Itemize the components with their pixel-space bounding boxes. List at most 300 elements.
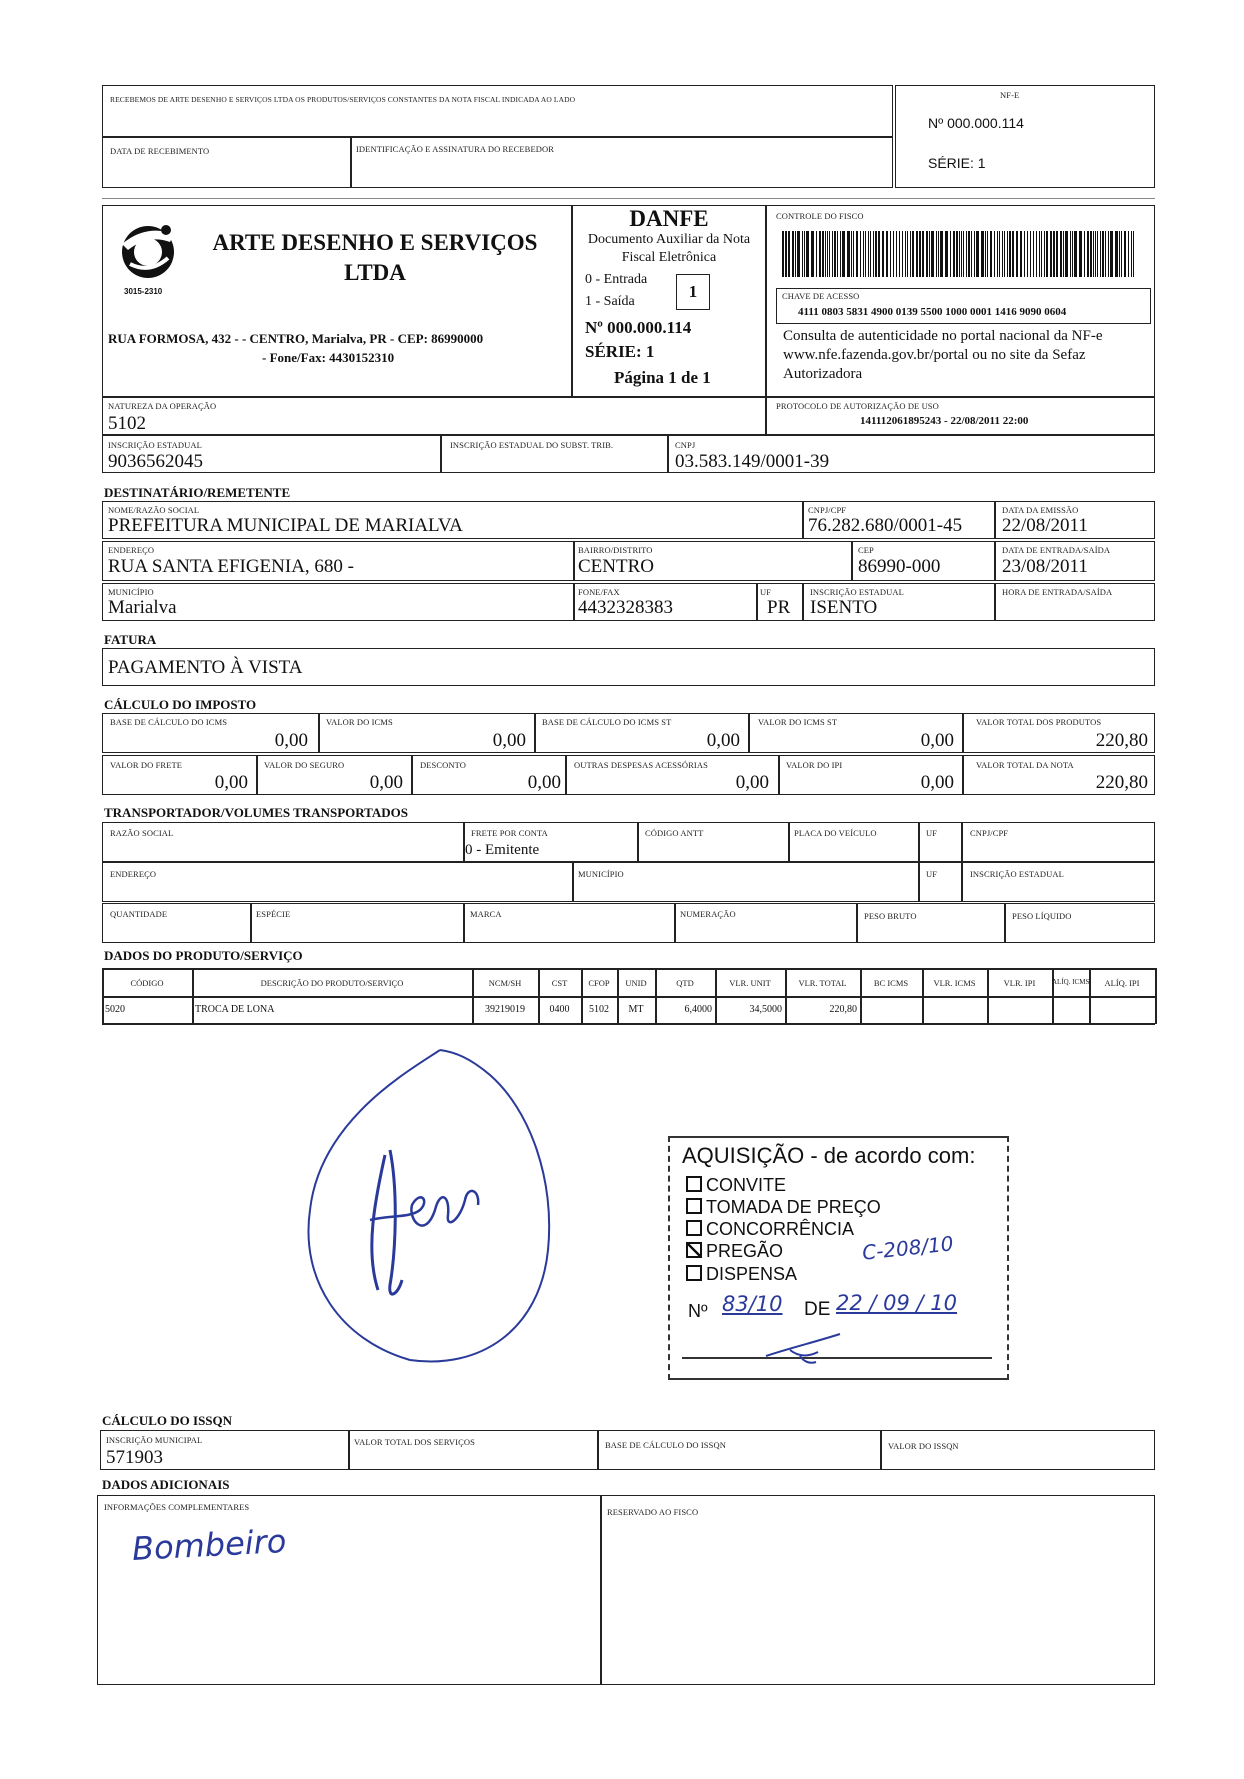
dest-r3-div2 <box>756 583 758 621</box>
dest-emissao-label: DATA DA EMISSÃO <box>1002 505 1079 515</box>
tr-placa-label: PLACA DO VEÍCULO <box>794 828 877 838</box>
table-cell: MT <box>628 1004 644 1015</box>
barcode-bar <box>870 231 871 277</box>
tr-uf2-label: UF <box>926 869 938 879</box>
ie-label: INSCRIÇÃO ESTADUAL <box>108 440 202 450</box>
table-column-divider <box>192 968 194 1024</box>
barcode-bar <box>968 231 970 277</box>
imp-total-nota-label: VALOR TOTAL DA NOTA <box>976 760 1074 770</box>
barcode-bar <box>856 231 858 277</box>
table-column-divider <box>538 968 540 1024</box>
imp-seguro-label: VALOR DO SEGURO <box>264 760 345 770</box>
chave-value: 4111 0803 5831 4900 0139 5500 1000 0001 1416 9090 0604 <box>798 306 1067 318</box>
ie-row-box <box>102 435 1155 473</box>
barcode-bar <box>919 231 921 277</box>
tr-r1-d3 <box>788 822 790 862</box>
barcode-bar <box>1056 231 1058 277</box>
tr-r2-d1 <box>572 862 574 902</box>
stamp-data: 22 / 09 / 10 <box>836 1291 958 1315</box>
issqn-d3 <box>880 1430 882 1470</box>
dest-r2-div1 <box>573 541 575 581</box>
barcode-bar <box>819 231 821 277</box>
issqn-d1 <box>348 1430 350 1470</box>
table-column-divider <box>655 968 657 1024</box>
barcode-bar <box>1041 231 1042 277</box>
table-cell: 5020 <box>105 1004 125 1015</box>
tr-marca-label: MARCA <box>470 909 502 919</box>
company-name: ARTE DESENHO E SERVIÇOS LTDA <box>212 230 538 285</box>
dest-r1-div2 <box>994 501 996 539</box>
barcode-bar <box>847 231 850 277</box>
barcode-bar <box>1024 231 1025 277</box>
barcode-bar <box>882 231 884 277</box>
barcode-bar <box>997 231 998 277</box>
barcode-bar <box>1097 231 1098 277</box>
table-header-cell: DESCRIÇÃO DO PRODUTO/SERVIÇO <box>260 978 404 988</box>
checkbox-icon <box>686 1220 702 1236</box>
tr-uf-label: UF <box>926 828 938 838</box>
imp-base-st: 0,00 <box>706 730 740 751</box>
canhoto-receipt-text: RECEBEMOS DE ARTE DESENHO E SERVIÇOS LTDA OS PRODUTOS/SERVIÇOS CONSTANTES DA NOTA FISCAL INDICADA AO LADO <box>110 95 576 104</box>
barcode-bar <box>910 231 911 277</box>
barcode-bar <box>1131 231 1132 277</box>
barcode-bar <box>837 231 838 277</box>
barcode-bar <box>842 231 845 277</box>
stamp-item-label: PREGÃO <box>706 1241 784 1261</box>
produtos-table <box>102 968 1155 1026</box>
ie-st-label: INSCRIÇÃO ESTADUAL DO SUBST. TRIB. <box>450 440 614 450</box>
table-cell: 220,80 <box>829 1004 857 1015</box>
danfe-subtitle2: Fiscal Eletrônica <box>621 250 717 265</box>
issqn-im-label: INSCRIÇÃO MUNICIPAL <box>106 1435 203 1445</box>
produtos-section: DADOS DO PRODUTO/SERVIÇO <box>104 948 303 963</box>
table-cell: 0400 <box>549 1004 570 1015</box>
stamp-item-label: DISPENSA <box>706 1264 798 1284</box>
tr-r3-d1 <box>250 903 252 943</box>
barcode-bar <box>1084 231 1085 277</box>
barcode-bar <box>1128 231 1129 277</box>
stamp-pregao-ref: C-208/10 <box>860 1231 955 1265</box>
barcode-bar <box>907 231 908 277</box>
barcode-bar <box>1105 231 1106 277</box>
barcode-bar <box>806 231 809 277</box>
stamp-numero: 83/10 <box>722 1292 783 1316</box>
danfe-saida: 1 - Saída <box>585 294 635 309</box>
barcode-bar <box>797 231 800 277</box>
consulta-text: Consulta de autenticidade no portal nacional da NF-e www.nfe.fazenda.gov.br/portal ou no site da Sefaz Autorizadora <box>783 328 1103 382</box>
issqn-section: CÁLCULO DO ISSQN <box>102 1413 233 1428</box>
dest-municipio: Marialva <box>108 597 177 618</box>
barcode-bar <box>792 231 794 277</box>
barcode-bar <box>994 231 995 277</box>
table-column-divider <box>860 968 862 1024</box>
canhoto-divider <box>102 136 893 138</box>
issqn-total-label: VALOR TOTAL DOS SERVIÇOS <box>354 1437 475 1447</box>
barcode-bar <box>868 231 869 277</box>
table-column-divider <box>1089 968 1091 1024</box>
table-column-divider <box>617 968 619 1024</box>
fatura-section: FATURA <box>104 632 157 647</box>
table-header-cell: CÓDIGO <box>130 978 164 988</box>
cut-line <box>102 198 1155 199</box>
table-cell: 34,5000 <box>749 1004 782 1015</box>
dest-cep-label: CEP <box>858 545 874 555</box>
barcode-bar <box>1110 231 1113 277</box>
tr-peso-liquido-label: PESO LÍQUIDO <box>1012 911 1072 921</box>
table-column-divider <box>581 968 583 1024</box>
barcode-bar <box>916 231 918 277</box>
table-header-cell: VLR. IPI <box>1003 978 1036 988</box>
barcode-bar <box>802 231 803 277</box>
natureza-label: NATUREZA DA OPERAÇÃO <box>108 401 217 411</box>
table-column-divider <box>102 968 104 1024</box>
checkbox-icon <box>686 1198 702 1214</box>
barcode-bar <box>1065 231 1068 277</box>
dest-entrada: 23/08/2011 <box>1002 556 1088 577</box>
barcode-bar <box>1124 231 1126 277</box>
barcode-bar <box>860 231 861 277</box>
imp-outras: 0,00 <box>735 772 769 793</box>
imp-ipi: 0,00 <box>920 772 954 793</box>
barcode-bar <box>1046 231 1048 277</box>
dest-entrada-label: DATA DE ENTRADA/SAÍDA <box>1002 545 1111 555</box>
barcode-bar <box>990 231 992 277</box>
dest-uf-label: UF <box>760 587 772 597</box>
barcode-bar <box>1027 231 1028 277</box>
imp-base-icms: 0,00 <box>274 730 308 751</box>
table-header-cell: ALÍQ. ICMS <box>1052 978 1090 986</box>
imp-valor-st: 0,00 <box>920 730 954 751</box>
barcode-bar <box>940 231 943 277</box>
danfe-title: DANFE <box>629 206 709 231</box>
dest-cnpj-label: CNPJ/CPF <box>808 505 847 515</box>
barcode-bar <box>985 231 986 277</box>
canhoto-numero: Nº 000.000.114 <box>928 115 1024 131</box>
imp-total-nota: 220,80 <box>1095 772 1148 793</box>
identificacao-label: IDENTIFICAÇÃO E ASSINATURA DO RECEBEDOR <box>356 144 554 154</box>
imp-frete-label: VALOR DO FRETE <box>110 760 183 770</box>
barcode-bar <box>811 231 814 277</box>
issqn-d2 <box>597 1430 599 1470</box>
barcode-bar <box>1087 231 1089 277</box>
imp-valor-icms-label: VALOR DO ICMS <box>326 717 393 727</box>
tr-r1-d5 <box>961 822 963 862</box>
imp-frete: 0,00 <box>214 772 248 793</box>
barcode-bar <box>1016 231 1018 277</box>
barcode-bar <box>782 231 784 277</box>
barcode-bar <box>785 231 787 277</box>
barcode-bar <box>905 231 906 277</box>
cnpj-value: 03.583.149/0001-39 <box>675 451 830 472</box>
tr-frete-label: FRETE POR CONTA <box>471 828 548 838</box>
barcode-bar <box>966 231 967 277</box>
barcode-bar <box>1063 231 1064 277</box>
barcode-bar <box>804 231 805 277</box>
imp-ipi-label: VALOR DO IPI <box>786 760 843 770</box>
barcode-bar <box>971 231 972 277</box>
stamp-item-pregao <box>686 1241 783 1262</box>
dest-fone: 4432328383 <box>578 597 673 618</box>
barcode-bar <box>931 231 934 277</box>
barcode-bar <box>1079 231 1082 277</box>
tr-especie-label: ESPÉCIE <box>256 909 291 919</box>
barcode-bar <box>938 231 939 277</box>
tr-r2-d3 <box>961 862 963 902</box>
stamp-item-label: CONVITE <box>706 1175 787 1195</box>
dest-emissao: 22/08/2011 <box>1002 515 1088 536</box>
dest-nome-label: NOME/RAZÃO SOCIAL <box>108 505 200 515</box>
tr-frete: 0 - Emitente <box>465 842 540 858</box>
dest-r3-div3 <box>802 583 804 621</box>
transp-row2 <box>102 862 1155 902</box>
controle-label: CONTROLE DO FISCO <box>776 211 864 221</box>
barcode-bar <box>1121 231 1122 277</box>
barcode-bar <box>956 231 958 277</box>
table-header-cell: BC ICMS <box>873 978 909 988</box>
barcode-bar <box>893 231 894 277</box>
barcode-bar <box>936 231 937 277</box>
barcode-bar <box>912 231 914 277</box>
table-header-cell: VLR. UNIT <box>729 978 771 988</box>
barcode-bar <box>945 231 948 277</box>
table-cell: 6,4000 <box>684 1004 712 1015</box>
tr-r3-d3 <box>674 903 676 943</box>
barcode-bar <box>853 231 854 277</box>
dest-ie: ISENTO <box>810 597 878 618</box>
barcode-bar <box>873 231 874 277</box>
destinatario-section: DESTINATÁRIO/REMETENTE <box>104 485 291 500</box>
danfe-serie: SÉRIE: 1 <box>585 342 655 361</box>
table-column-divider <box>472 968 474 1024</box>
imp-valor-icms: 0,00 <box>492 730 526 751</box>
barcode-bar <box>1004 231 1005 277</box>
barcode-bar <box>953 231 955 277</box>
barcode-bar <box>1007 231 1008 277</box>
barcode-bar <box>1072 231 1073 277</box>
barcode-bar <box>1060 231 1062 277</box>
danfe-entrada: 0 - Entrada <box>585 272 648 287</box>
imp-valor-st-label: VALOR DO ICMS ST <box>758 717 838 727</box>
table-column-divider <box>785 968 787 1024</box>
issqn-im: 571903 <box>106 1447 163 1468</box>
canhoto-nfe-box <box>895 85 1155 188</box>
table-header-cell: VLR. ICMS <box>933 978 976 988</box>
dest-r3-div4 <box>994 583 996 621</box>
dest-r3-div1 <box>573 583 575 621</box>
issqn-valor-label: VALOR DO ISSQN <box>888 1441 959 1451</box>
issqn-base-label: BASE DE CÁLCULO DO ISSQN <box>605 1440 726 1450</box>
barcode-bar <box>1119 231 1120 277</box>
barcode-bar <box>1009 231 1011 277</box>
table-header-cell: CFOP <box>588 978 610 988</box>
barcode-bar <box>865 231 866 277</box>
dest-cnpj: 76.282.680/0001-45 <box>808 515 963 536</box>
barcode-bar <box>1036 231 1037 277</box>
barcode-bar <box>886 231 888 277</box>
dest-fone-label: FONE/FAX <box>578 587 620 597</box>
table-cell: TROCA DE LONA <box>195 1004 275 1015</box>
issqn-box <box>100 1430 1155 1470</box>
checkbox-icon <box>686 1176 702 1192</box>
tr-endereco-label: ENDEREÇO <box>110 869 157 879</box>
cnpj-label: CNPJ <box>675 440 696 450</box>
imp-outras-label: OUTRAS DESPESAS ACESSÓRIAS <box>574 760 708 770</box>
barcode-bar <box>999 231 1000 277</box>
barcode-bar <box>822 231 824 277</box>
barcode-bar <box>1090 231 1092 277</box>
barcode-bar <box>1100 231 1101 277</box>
protocolo-label: PROTOCOLO DE AUTORIZAÇÃO DE USO <box>776 401 939 411</box>
dest-r2-div3 <box>994 541 996 581</box>
barcode-bar <box>1030 231 1031 277</box>
fisco-label: RESERVADO AO FISCO <box>607 1507 699 1517</box>
tr-r3-d4 <box>856 903 858 943</box>
table-column-divider <box>1155 968 1157 1024</box>
barcode-bar <box>961 231 962 277</box>
table-header-cell: UNID <box>625 978 647 988</box>
barcode-bar <box>875 231 877 277</box>
stamp-item-tomada <box>686 1197 881 1218</box>
table-column-divider <box>987 968 989 1024</box>
imp-total-produtos: 220,80 <box>1095 730 1148 751</box>
imp-desconto-label: DESCONTO <box>420 760 466 770</box>
stamp-numero-prefix: Nº <box>688 1301 708 1321</box>
barcode-bar <box>1102 231 1104 277</box>
imp-base-st-label: BASE DE CÁLCULO DO ICMS ST <box>542 717 672 727</box>
barcode-bar <box>926 231 928 277</box>
table-column-divider <box>1052 968 1054 1024</box>
barcode-bar <box>788 231 790 277</box>
barcode-bar <box>896 231 897 277</box>
barcode-bar <box>1093 231 1094 277</box>
protocolo-value: 141112061895243 - 22/08/2011 22:00 <box>860 415 1029 427</box>
dest-endereco: RUA SANTA EFIGENIA, 680 - <box>108 556 355 577</box>
checked-checkbox-icon <box>686 1242 702 1258</box>
chave-label: CHAVE DE ACESSO <box>782 291 860 301</box>
barcode-bar <box>825 231 826 277</box>
barcode-bar <box>987 231 988 277</box>
company-address: RUA FORMOSA, 432 - - CENTRO, Marialva, PR - CEP: 86990000 <box>108 331 484 346</box>
canhoto-nfe-label: NF-E <box>1000 90 1020 100</box>
canhoto-serie: SÉRIE: 1 <box>928 155 986 171</box>
barcode-bar <box>950 231 951 277</box>
transportador-section: TRANSPORTADOR/VOLUMES TRANSPORTADOS <box>104 805 409 820</box>
barcode <box>782 231 1138 277</box>
barcode-bar <box>1070 231 1071 277</box>
ie-div1 <box>440 435 442 473</box>
barcode-bar <box>1074 231 1077 277</box>
danfe-tipo: 1 <box>688 282 698 301</box>
barcode-bar <box>840 231 841 277</box>
company-phone: - Fone/Fax: 4430152310 <box>262 350 395 365</box>
dest-uf: PR <box>767 597 791 618</box>
data-recebimento-label: DATA DE RECEBIMENTO <box>110 146 210 156</box>
barcode-bar <box>974 231 975 277</box>
tr-cnpj-label: CNPJ/CPF <box>970 828 1009 838</box>
barcode-bar <box>834 231 836 277</box>
dest-nome: PREFEITURA MUNICIPAL DE MARIALVA <box>108 515 463 536</box>
barcode-bar <box>832 231 833 277</box>
ie-div2 <box>667 435 669 473</box>
tr-r1-d2 <box>637 822 639 862</box>
table-header-cell: CST <box>551 978 568 988</box>
imp-total-produtos-label: VALOR TOTAL DOS PRODUTOS <box>976 717 1102 727</box>
barcode-bar <box>878 231 880 277</box>
imp-desconto: 0,00 <box>527 772 561 793</box>
barcode-bar <box>851 231 852 277</box>
ie-value: 9036562045 <box>108 451 203 472</box>
natureza-value: 5102 <box>108 413 146 434</box>
tr-numeracao-label: NUMERAÇÃO <box>680 909 736 919</box>
stamp-initials <box>760 1328 850 1368</box>
barcode-bar <box>1039 231 1040 277</box>
barcode-bar <box>1012 231 1014 277</box>
logo-caption: 3015-2310 <box>124 287 163 296</box>
table-cell: 39219019 <box>485 1004 525 1015</box>
tr-ie-label: INSCRIÇÃO ESTADUAL <box>970 869 1064 879</box>
table-header-cell: VLR. TOTAL <box>798 978 847 988</box>
barcode-bar <box>1044 231 1045 277</box>
dest-endereco-label: ENDEREÇO <box>108 545 155 555</box>
tr-r3-d2 <box>463 903 465 943</box>
stamp-item-convite <box>686 1175 786 1196</box>
imp-seguro: 0,00 <box>369 772 403 793</box>
canhoto-vdivider <box>350 136 352 188</box>
barcode-bar <box>1115 231 1118 277</box>
barcode-bar <box>1033 231 1034 277</box>
barcode-bar <box>1133 231 1134 277</box>
tr-r3-d5 <box>1004 903 1006 943</box>
barcode-bar <box>1108 231 1109 277</box>
danfe-numero: Nº 000.000.114 <box>585 318 692 337</box>
barcode-bar <box>1002 231 1003 277</box>
barcode-bar <box>827 231 828 277</box>
barcode-bar <box>1053 231 1055 277</box>
checkbox-icon <box>686 1265 702 1281</box>
dest-municipio-label: MUNICÍPIO <box>108 587 154 597</box>
handwritten-signature <box>290 1040 590 1370</box>
dest-bairro-label: BAIRRO/DISTRITO <box>578 545 653 555</box>
barcode-bar <box>795 231 796 277</box>
fatura-value: PAGAMENTO À VISTA <box>108 657 303 678</box>
adicionais-divider <box>600 1495 602 1685</box>
dest-r1-div1 <box>802 501 804 539</box>
stamp-title: AQUISIÇÃO - de acordo com: <box>682 1143 976 1168</box>
table-header-cell: QTD <box>676 978 694 988</box>
table-cell: 5102 <box>589 1004 609 1015</box>
danfe-subtitle1: Documento Auxiliar da Nota <box>587 232 751 247</box>
stamp-item-dispensa <box>686 1264 797 1285</box>
barcode-bar <box>899 231 900 277</box>
dest-hora-label: HORA DE ENTRADA/SAÍDA <box>1002 587 1113 597</box>
dest-ie-label: INSCRIÇÃO ESTADUAL <box>810 587 904 597</box>
barcode-bar <box>929 231 930 277</box>
tr-r1-d4 <box>918 822 920 862</box>
barcode-bar <box>816 231 817 277</box>
table-column-divider <box>715 968 717 1024</box>
barcode-bar <box>1020 231 1022 277</box>
tr-peso-bruto-label: PESO BRUTO <box>864 911 917 921</box>
tr-antt-label: CÓDIGO ANTT <box>645 828 704 838</box>
stamp-item-concorrencia <box>686 1219 854 1240</box>
tr-razao-label: RAZÃO SOCIAL <box>110 828 174 838</box>
barcode-bar <box>1050 231 1052 277</box>
barcode-bar <box>1095 231 1096 277</box>
tr-municipio-label: MUNICÍPIO <box>578 869 624 879</box>
table-column-divider <box>922 968 924 1024</box>
adicionais-section: DADOS ADICIONAIS <box>102 1477 230 1492</box>
barcode-bar <box>959 231 960 277</box>
